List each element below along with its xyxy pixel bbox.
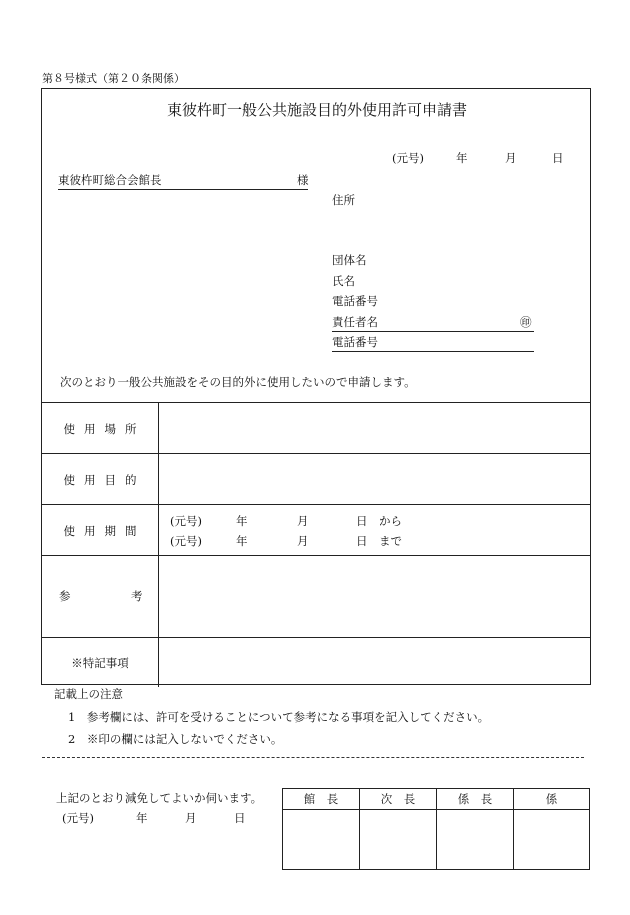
intro-text: 次のとおり一般公共施設をその目的外に使用したいので申請します。 bbox=[60, 375, 416, 389]
responsible-phone-field[interactable]: 電話番号 bbox=[332, 337, 534, 352]
date-month: 月 bbox=[505, 151, 517, 165]
row-period[interactable]: 使用期間 (元号) 年 月 日 から (元号) 年 月 日 まで bbox=[42, 504, 590, 556]
stamp-cell-director[interactable] bbox=[283, 809, 360, 869]
place-label: 使用場所 bbox=[63, 421, 146, 436]
recipient: 東彼杵町総合会館長 bbox=[58, 175, 308, 190]
note-item: 2 ※印の欄には記入しないでください。 bbox=[68, 732, 283, 746]
date-year: 年 bbox=[456, 151, 468, 165]
row-special-notes bbox=[42, 637, 590, 687]
special-notes-label: ※特記事項 bbox=[71, 655, 129, 670]
date-day: 日 bbox=[552, 151, 564, 165]
reference-label: 参 考 bbox=[42, 556, 159, 638]
seal-mark: ㊞ bbox=[520, 315, 532, 329]
header-deputy: 次 長 bbox=[360, 789, 437, 809]
recipient-honorific: 様 bbox=[297, 173, 309, 187]
period-label: 使用期間 bbox=[63, 523, 146, 538]
name-field[interactable]: 氏名 bbox=[332, 274, 355, 288]
header-staff: 係 bbox=[545, 792, 558, 806]
stamp-cell-staff[interactable] bbox=[514, 809, 589, 869]
form-title: 東彼杵町一般公共施設目的外使用許可申請書 bbox=[166, 101, 467, 119]
header-director: 館 長 bbox=[283, 789, 360, 809]
address-field[interactable]: 住所 bbox=[332, 193, 355, 207]
organization-field[interactable]: 団体名 bbox=[332, 253, 367, 267]
responsible-person-field[interactable]: 責任者名 bbox=[332, 317, 534, 332]
row-purpose[interactable] bbox=[42, 453, 590, 505]
row-reference[interactable] bbox=[42, 555, 590, 638]
application-form bbox=[41, 88, 591, 685]
stamp-cell-deputy[interactable] bbox=[360, 809, 437, 869]
cut-line bbox=[42, 757, 584, 758]
approval-text: 上記のとおり減免してよいか伺います。 bbox=[56, 791, 263, 805]
purpose-label: 使用目的 bbox=[63, 472, 146, 487]
stamp-cell-chief[interactable] bbox=[437, 809, 514, 869]
approval-stamp-table bbox=[282, 788, 590, 870]
date-era: (元号) bbox=[392, 151, 424, 165]
header-chief: 係 長 bbox=[437, 789, 514, 809]
row-place[interactable] bbox=[42, 402, 590, 454]
notes-title: 記載上の注意 bbox=[54, 687, 123, 701]
form-number: 第８号様式（第２０条関係） bbox=[42, 72, 185, 85]
note-item: 1 参考欄には、許可を受けることについて参考になる事項を記入してください。 bbox=[68, 710, 490, 724]
phone-field[interactable]: 電話番号 bbox=[332, 294, 378, 308]
